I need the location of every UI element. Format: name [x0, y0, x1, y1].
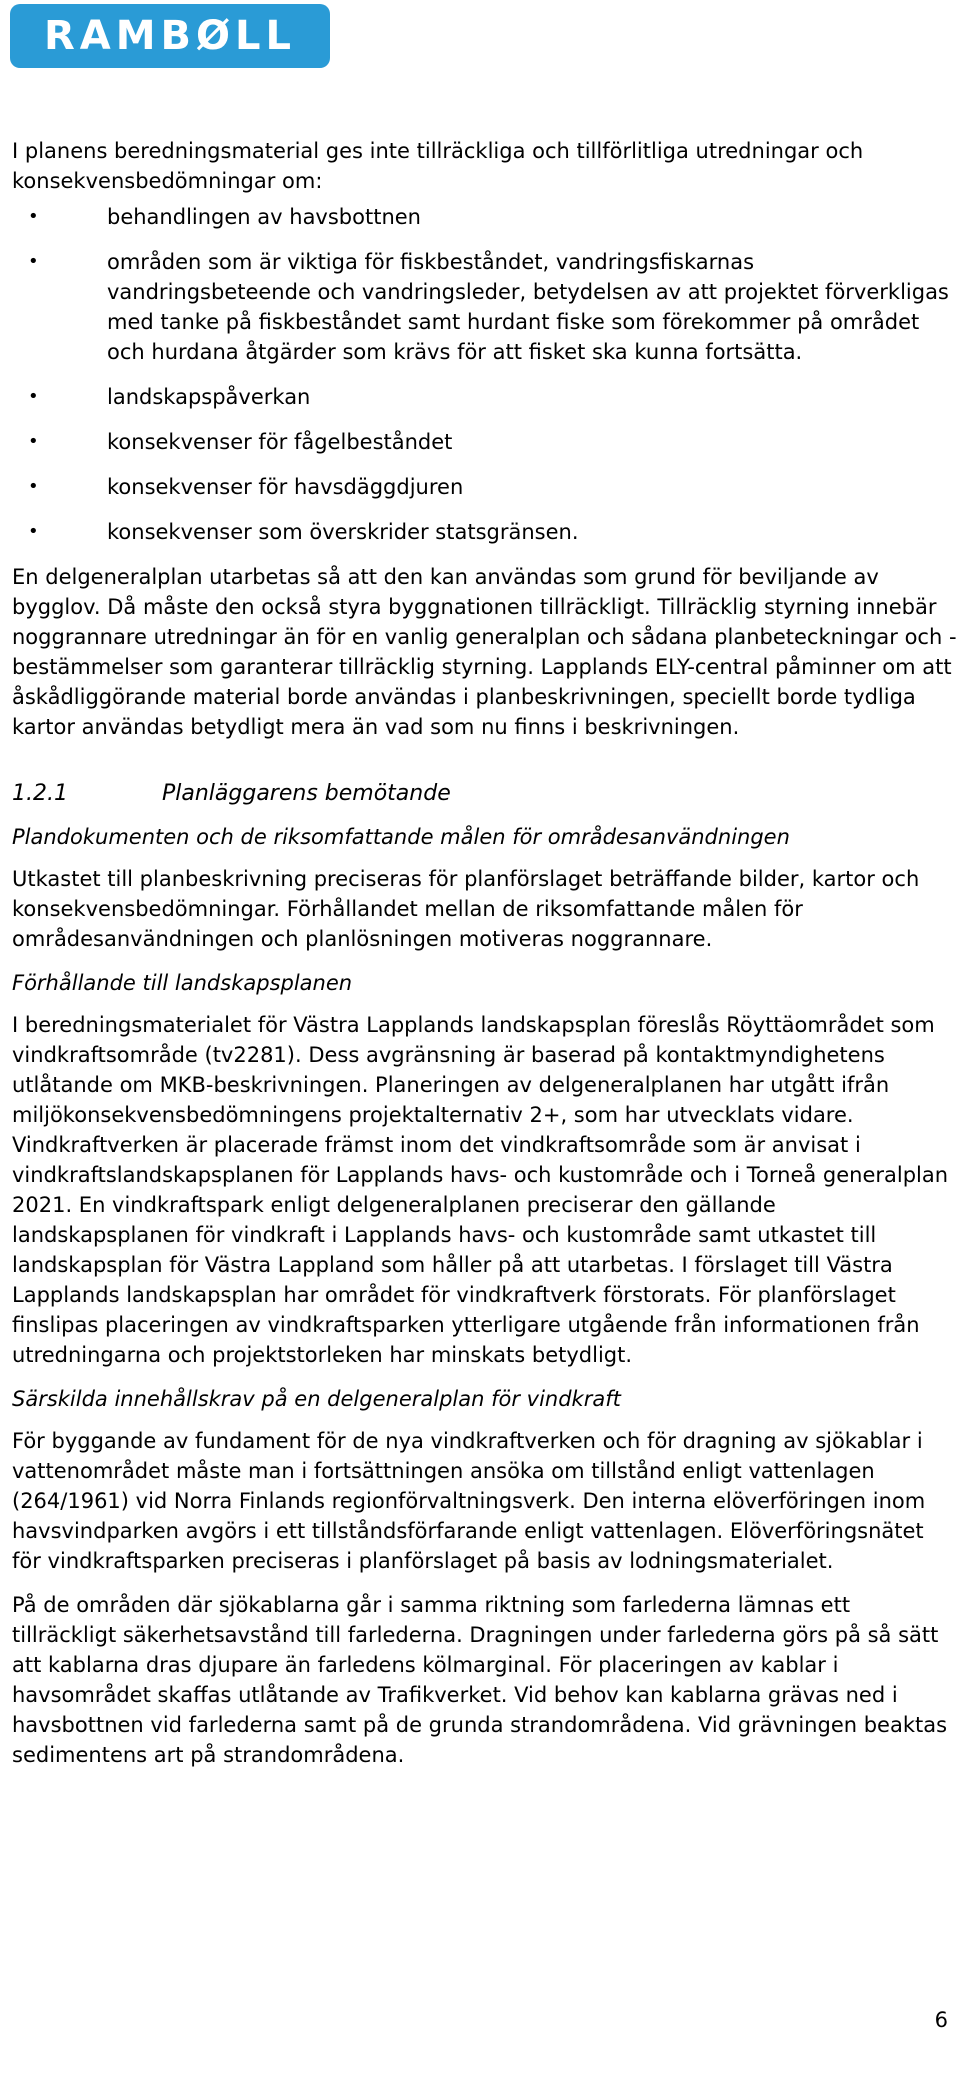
paragraph-delgeneralplan: En delgeneralplan utarbetas så att den kan användas som grund för beviljande av bygglov. Då måste den också styra byggnationen tillräckligt. Tillräcklig styrning innebär noggrannare utredningar än för en vanlig generalplan och sådana planbeteckningar och -bestämmelser som garanterar tillräcklig styrning. Lapplands ELY-central påminner om att åskådliggörande material borde användas i planbeskrivningen, speciellt borde tydliga kartor användas betydligt mera än vad som nu finns i beskrivningen. — [12, 565, 957, 739]
list-item: • konsekvenser för havsdäggdjuren — [12, 472, 958, 502]
section-number: 1.2.1 — [12, 781, 68, 806]
subheading-innehallskrav: Särskilda innehållskrav på en delgeneralplan för vindkraft — [12, 1387, 621, 1411]
ramboll-logo: RAMBØLL — [10, 4, 330, 68]
page-number: 6 — [934, 2008, 948, 2032]
list-item: • konsekvenser som överskrider statsgränsen. — [12, 517, 958, 547]
paragraph-utkastet: Utkastet till planbeskrivning preciseras för planförslaget beträffande bilder, kartor och konsekvensbedömningar. Förhållandet mellan de riksomfattande målen för områdesanvändningen och planlösningen motiveras noggrannare. — [12, 867, 920, 951]
list-item: • områden som är viktiga för fiskbeståndet, vandringsfiskarnas vandringsbeteende och vandringsleder, betydelsen av att projektet förverkligas med tanke på fiskbeståndet samt hurdant fiske som förekommer på området och hurdana åtgärder som krävs för att fisket ska kunna fortsätta. — [12, 247, 958, 367]
intro-paragraph: I planens beredningsmaterial ges inte tillräckliga och tillförlitliga utredningar och konsekvensbedömningar om: — [12, 139, 864, 193]
section-title: Planläggarens bemötande — [162, 781, 451, 806]
subheading-landskapsplanen: Förhållande till landskapsplanen — [12, 971, 353, 995]
section-heading — [12, 778, 958, 810]
list-item: • landskapspåverkan — [12, 382, 958, 412]
paragraph-landskapsplan: I beredningsmaterialet för Västra Lapplands landskapsplan föreslås Röyttäområdet som vindkraftsområde (tv2281). Dess avgränsning är baserad på kontaktmyndighetens utlåtande om MKB-beskrivningen. Planeringen av delgeneralplanen har utgått ifrån miljökonsekvensbedömningens projektalternativ 2+, som har utvecklats vidare. Vindkraftverken är placerade främst inom det vindkraftsområde som är anvisat i vindkraftslandskapsplanen för Lapplands havs- och kustområde och i Torneå generalplan 2021. En vindkraftspark enligt delgeneralplanen preciserar den gällande landskapsplanen för vindkraft i Lapplands havs- och kustområde samt utkastet till landskapsplan för Västra Lappland som håller på att utarbetas. I förslaget till Västra Lapplands landskapsplan har området för vindkraftverk förstorats. För planförslaget finslipas placeringen av vindkraftsparken ytterligare utgående från informationen från utredningarna och projektstorleken har minskats betydligt. — [12, 1013, 949, 1367]
document-body — [12, 136, 958, 1770]
paragraph-fundament: För byggande av fundament för de nya vindkraftverken och för dragning av sjökablar i vattenområdet måste man i fortsättningen ansöka om tillstånd enligt vattenlagen (264/1961) vid Norra Finlands regionförvaltningsverk. Den interna elöverföringen inom havsvindparken avgörs i ett tillståndsförfarande enligt vattenlagen. Elöverföringsnätet för vindkraftsparken preciseras i planförslaget på basis av lodningsmaterialet. — [12, 1429, 926, 1573]
list-item: • behandlingen av havsbottnen — [12, 202, 958, 232]
subheading-plandokumenten: Plandokumenten och de riksomfattande målen för områdesanvändningen — [12, 825, 790, 849]
paragraph-sjokablar: På de områden där sjökablarna går i samma riktning som farlederna lämnas ett tillräckligt säkerhetsavstånd till farlederna. Dragningen under farlederna görs på så sätt att kablarna dras djupare än farledens kölmarginal. För placeringen av kablar i havsområdet skaffas utlåtande av Trafikverket. Vid behov kan kablarna grävas ned i havsbottnen vid farlederna samt på de grunda strandområdena. Vid grävningen beaktas sedimentens art på strandområdena. — [12, 1593, 948, 1767]
bullet-list — [12, 202, 958, 547]
list-item: • konsekvenser för fågelbeståndet — [12, 427, 958, 457]
